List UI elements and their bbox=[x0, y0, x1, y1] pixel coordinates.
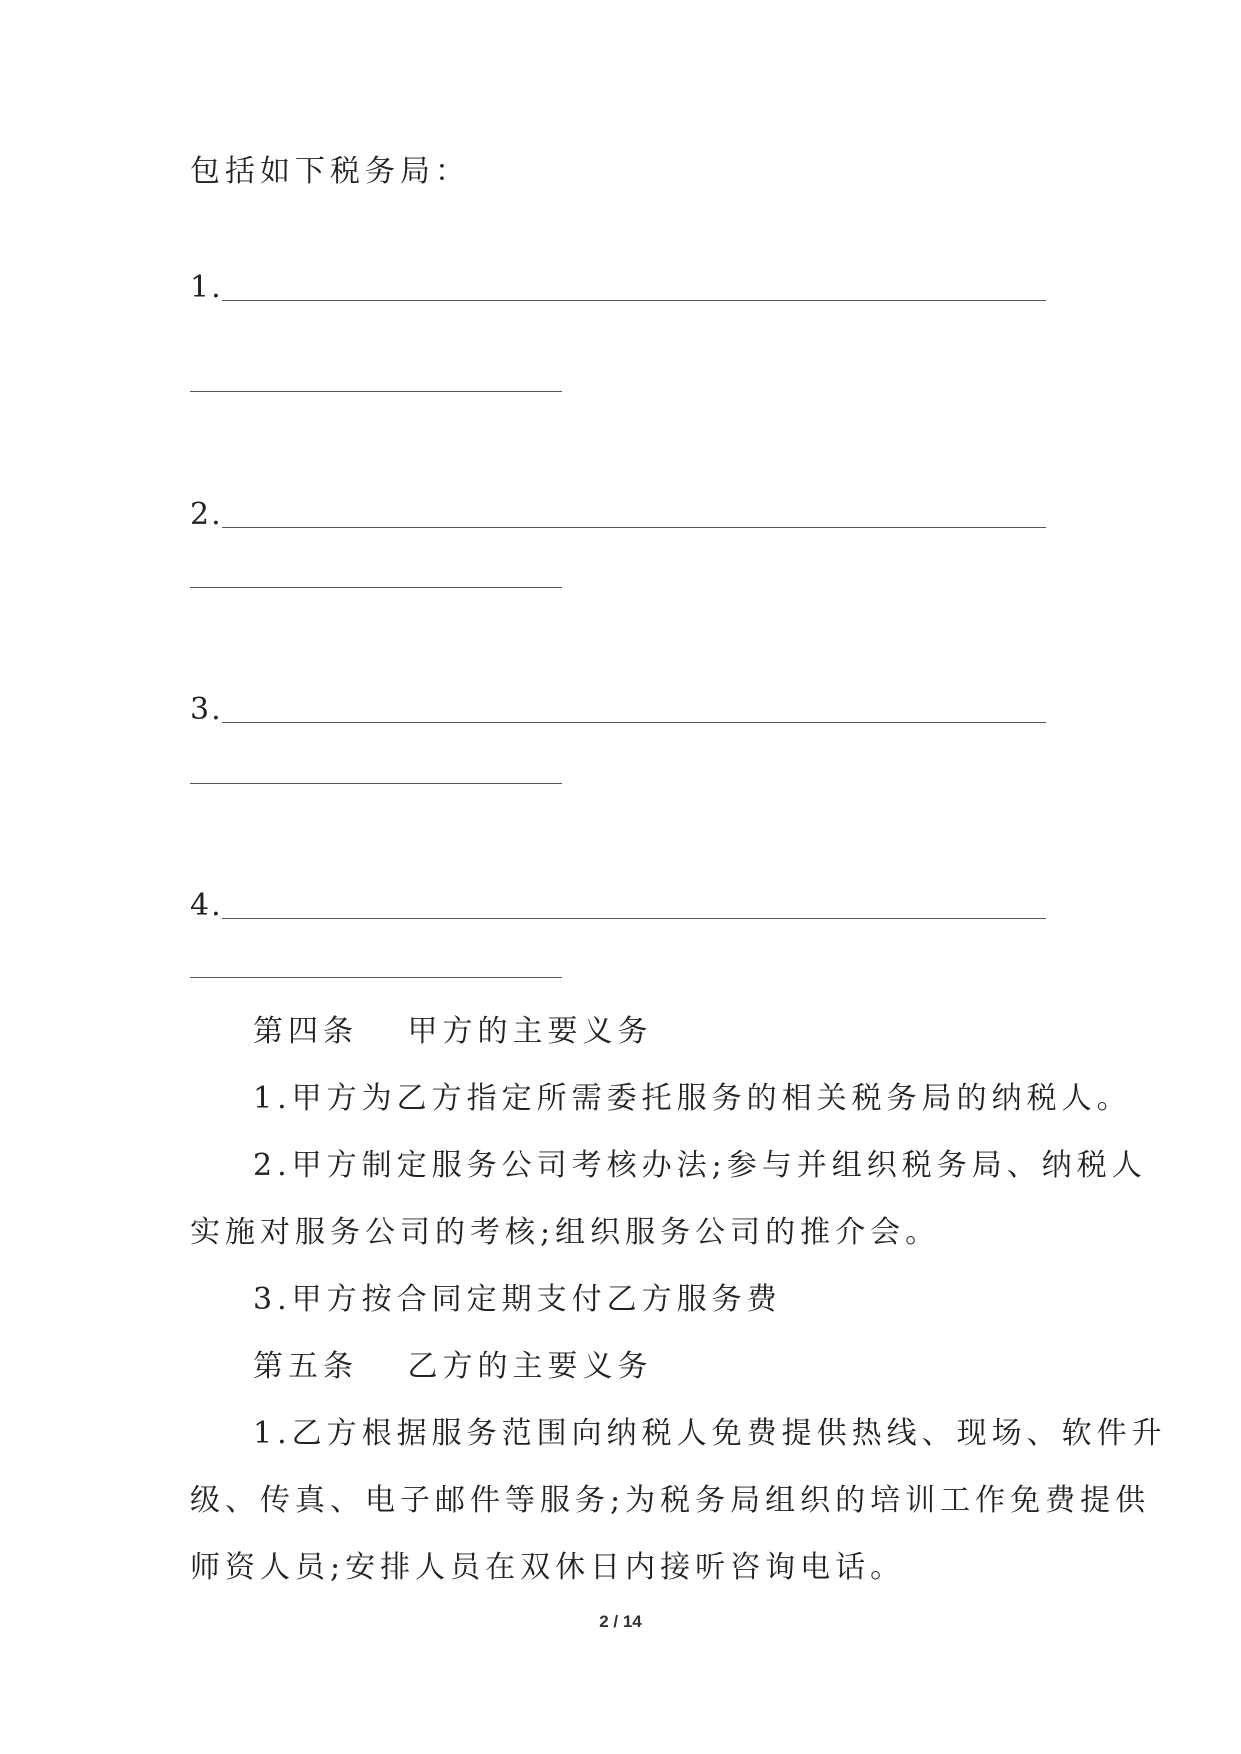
article-4-item-2: 2.甲方制定服务公司考核办法;参与并组织税务局、纳税人 bbox=[253, 1148, 1147, 1183]
article-4-item-3: 3.甲方按合同定期支付乙方服务费 bbox=[253, 1282, 782, 1317]
underline bbox=[222, 918, 1046, 919]
underline bbox=[190, 977, 562, 978]
underline bbox=[190, 587, 562, 588]
blank-line-2 bbox=[190, 495, 1050, 535]
blank-number: 1. bbox=[190, 270, 223, 305]
article-5-item-1-continued: 级、传真、电子邮件等服务;为税务局组织的培训工作免费提供 bbox=[190, 1483, 1151, 1518]
underline bbox=[190, 783, 562, 784]
intro-text: 包括如下税务局： bbox=[190, 154, 470, 189]
blank-line-4-continued bbox=[190, 977, 570, 1017]
article-4-item-1: 1.甲方为乙方指定所需委托服务的相关税务局的纳税人。 bbox=[253, 1081, 1132, 1116]
page-number: 2 / 14 bbox=[599, 1612, 642, 1631]
underline bbox=[222, 300, 1046, 301]
underline bbox=[222, 527, 1046, 528]
blank-line-4 bbox=[190, 886, 1050, 926]
blank-line-1 bbox=[190, 268, 1050, 308]
article-4-heading: 第四条 甲方的主要义务 bbox=[253, 1014, 653, 1049]
underline bbox=[222, 722, 1046, 723]
blank-line-2-continued bbox=[190, 587, 570, 627]
blank-line-3-continued bbox=[190, 783, 570, 823]
article-5-item-1: 1.乙方根据服务范围向纳税人免费提供热线、现场、软件升 bbox=[253, 1416, 1167, 1451]
article-5-heading: 第五条 乙方的主要义务 bbox=[253, 1349, 653, 1384]
blank-number: 4. bbox=[190, 888, 223, 923]
blank-line-3 bbox=[190, 690, 1050, 730]
article-5-item-1-continued-2: 师资人员;安排人员在双休日内接听咨询电话。 bbox=[190, 1550, 906, 1585]
blank-line-1-continued bbox=[190, 391, 570, 431]
blank-number: 3. bbox=[190, 692, 223, 727]
underline bbox=[190, 391, 562, 392]
article-4-item-2-continued: 实施对服务公司的考核;组织服务公司的推介会。 bbox=[190, 1215, 941, 1250]
blank-number: 2. bbox=[190, 497, 223, 532]
